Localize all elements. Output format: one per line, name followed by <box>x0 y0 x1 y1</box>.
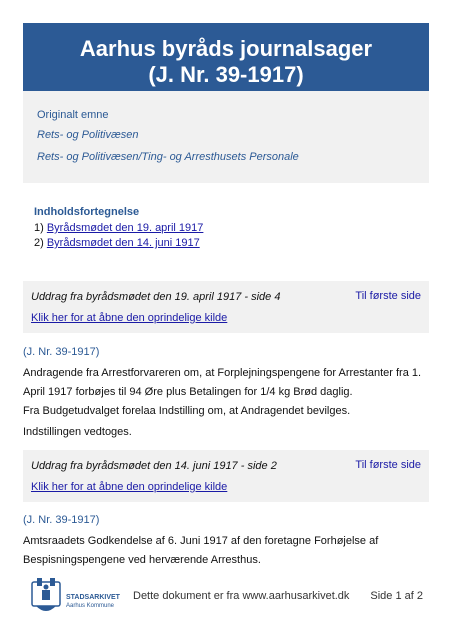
toc-link-meeting-1[interactable]: Byrådsmødet den 19. april 1917 <box>46 222 204 234</box>
section-title: Uddrag fra byrådsmødet den 14. juni 1917 - side 2 <box>31 460 277 472</box>
subject-panel <box>23 91 429 183</box>
journal-number: (J. Nr. 39-1917) <box>23 346 100 358</box>
section-title: Uddrag fra byrådsmødet den 19. april 1917 - side 4 <box>31 291 281 303</box>
section-header-1 <box>23 281 429 333</box>
toc-item <box>34 237 200 249</box>
page-subtitle: (J. Nr. 39-1917) <box>148 62 304 87</box>
source-link[interactable]: Klik her for at åbne den oprindelige kilde <box>31 481 228 493</box>
toc-title: Indholdsfortegnelse <box>34 206 140 218</box>
toc-item-number: 2) <box>34 237 44 249</box>
first-page-link[interactable]: Til første side <box>355 290 421 302</box>
subject-primary: Rets- og Politivæsen <box>37 129 139 141</box>
paragraph: Indstillingen vedtoges. <box>23 426 132 438</box>
toc-item-number: 1) <box>34 222 44 234</box>
logo-subname: Aarhus Kommune <box>66 603 115 609</box>
source-link[interactable]: Klik her for at åbne den oprindelige kilde <box>31 312 228 324</box>
journal-number: (J. Nr. 39-1917) <box>23 514 100 526</box>
subject-label: Originalt emne <box>37 109 109 121</box>
page-title: Aarhus byråds journalsager <box>79 36 373 61</box>
logo-name: STADSARKIVET <box>66 594 120 601</box>
paragraph: Andragende fra Arrestforvareren om, at Forplejningspengene for Arrestanter fra 1. April 1917 forbøjes til 94 Øre plus Betalingen for 1/4 kg Brød daglig. <box>23 367 422 398</box>
paragraph: Fra Budgetudvalget forelaa Indstilling om, at Andragendet bevilges. <box>23 405 351 417</box>
section-header-2 <box>23 450 429 502</box>
subject-secondary: Rets- og Politivæsen/Ting- og Arresthusets Personale <box>37 151 299 163</box>
title-banner <box>23 23 429 91</box>
toc-item <box>34 222 203 234</box>
stadsarkivet-logo <box>28 574 120 618</box>
paragraph: Amtsraadets Godkendelse af 6. Juni 1917 af den foretagne Forhøjelse af Bespisningspengene ved herværende Arresthus. <box>23 535 379 566</box>
toc-link-meeting-2[interactable]: Byrådsmødet den 14. juni 1917 <box>46 237 200 249</box>
page-number: Side 1 af 2 <box>370 590 423 602</box>
first-page-link[interactable]: Til første side <box>355 459 421 471</box>
footer-source: Dette dokument er fra www.aarhusarkivet.dk <box>133 590 350 602</box>
city-seal-icon <box>28 574 120 618</box>
